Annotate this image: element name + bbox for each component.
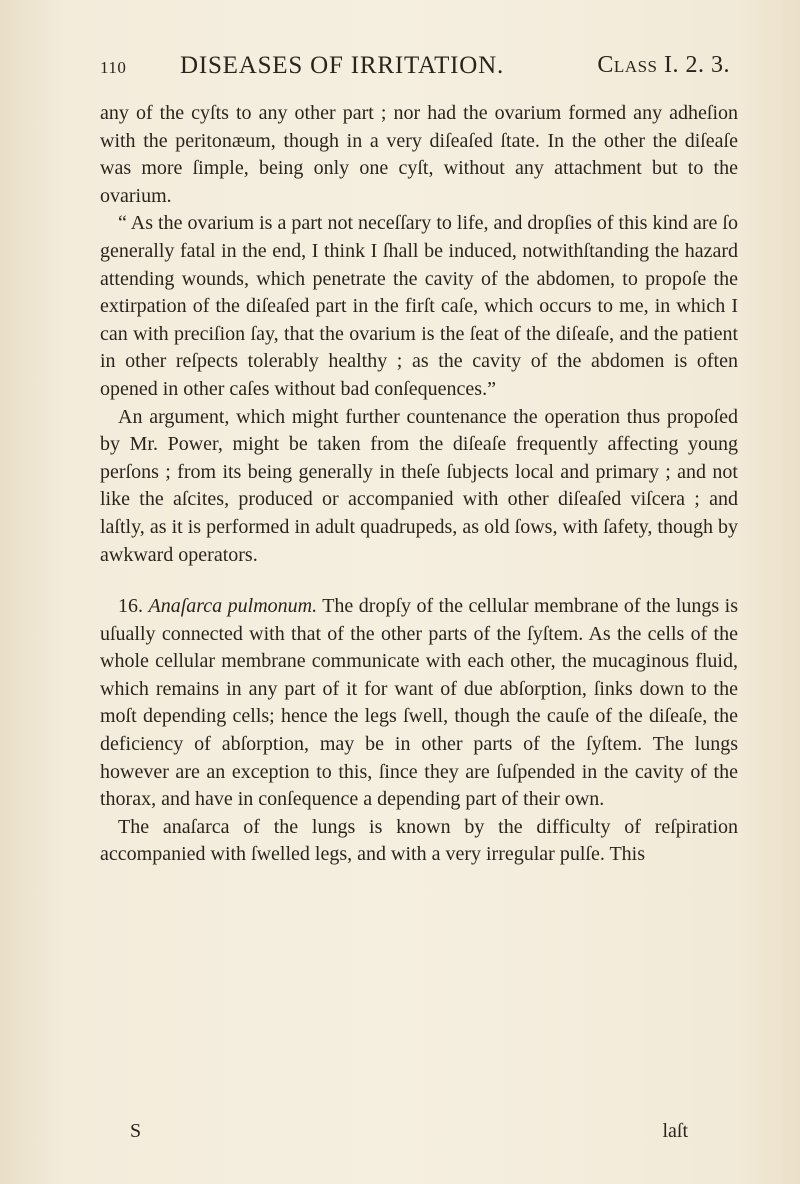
species-name: Anaſarca pulmonum. [148, 595, 318, 618]
body-text [100, 100, 738, 869]
class-reference: Class I. 2. 3. [597, 52, 730, 78]
catchword: laſt [662, 1120, 688, 1142]
running-title: DISEASES OF IRRITATION. [180, 52, 505, 79]
page-number: 110 [100, 58, 127, 77]
section-text: The dropſy of the cellular membrane of the lungs is uſually connected with that of the other parts of the ſyſtem. As the cells of the whole cellular membrane communicate with each other, the mucaginous fluid, which remains in any part of it for want of due abſorption, ſinks down to the moſt depending cells; hence the legs ſwell, though the cauſe of the diſeaſe, the deficiency of abſorption, may be in other parts of the ſyſtem. The lungs however are an exception to this, ſince they are ſuſpended in the cavity of the thorax, and have in conſequence a depending part of their own. [100, 595, 739, 811]
paragraph-argument: An argument, which might further countenance the operation thus propoſed by Mr. Power, might be taken from the diſeaſe frequently affecting young perſons ; from its being generally in theſe ſubjects local and primary ; and not like the aſcites, produced or accompanied with other diſeaſed viſcera ; and laſtly, as it is performed in adult quadrupeds, as old ſows, with ſafety, though by awkward operators. [100, 405, 738, 566]
paragraph-continuation: any of the cyſts to any other part ; nor had the ovarium formed any adheſion with the peritonæum, though in a very diſeaſed ſtate. In the other the diſeaſe was more ſimple, being only one cyſt, without any attachment but to the ovarium. [100, 102, 738, 207]
paragraph-quotation: “ As the ovarium is a part not neceſſary to life, and dropſies of this kind are ſo generally fatal in the end, I think I ſhall be induced, notwithſtanding the hazard attending wounds, which penetrate the cavity of the abdomen, to propoſe the extirpation of the diſeaſed part in the firſt caſe, which occurs to me, in which I can with preciſion ſay, that the ovarium is the ſeat of the diſeaſe, and the patient in other reſpects tolerably healthy ; as the cavity of the abdomen is often opened in other caſes without bad conſequences.” [100, 212, 738, 400]
section-number: 16. [118, 595, 143, 618]
signature-mark: S [130, 1120, 142, 1142]
page-footer [100, 1120, 738, 1150]
paragraph-symptoms: The anaſarca of the lungs is known by the difficulty of reſpiration accompanied with ſwelled legs, and with a very irregular pulſe. This [100, 815, 738, 866]
paragraph-section-16 [100, 593, 738, 814]
page-header [100, 52, 730, 92]
